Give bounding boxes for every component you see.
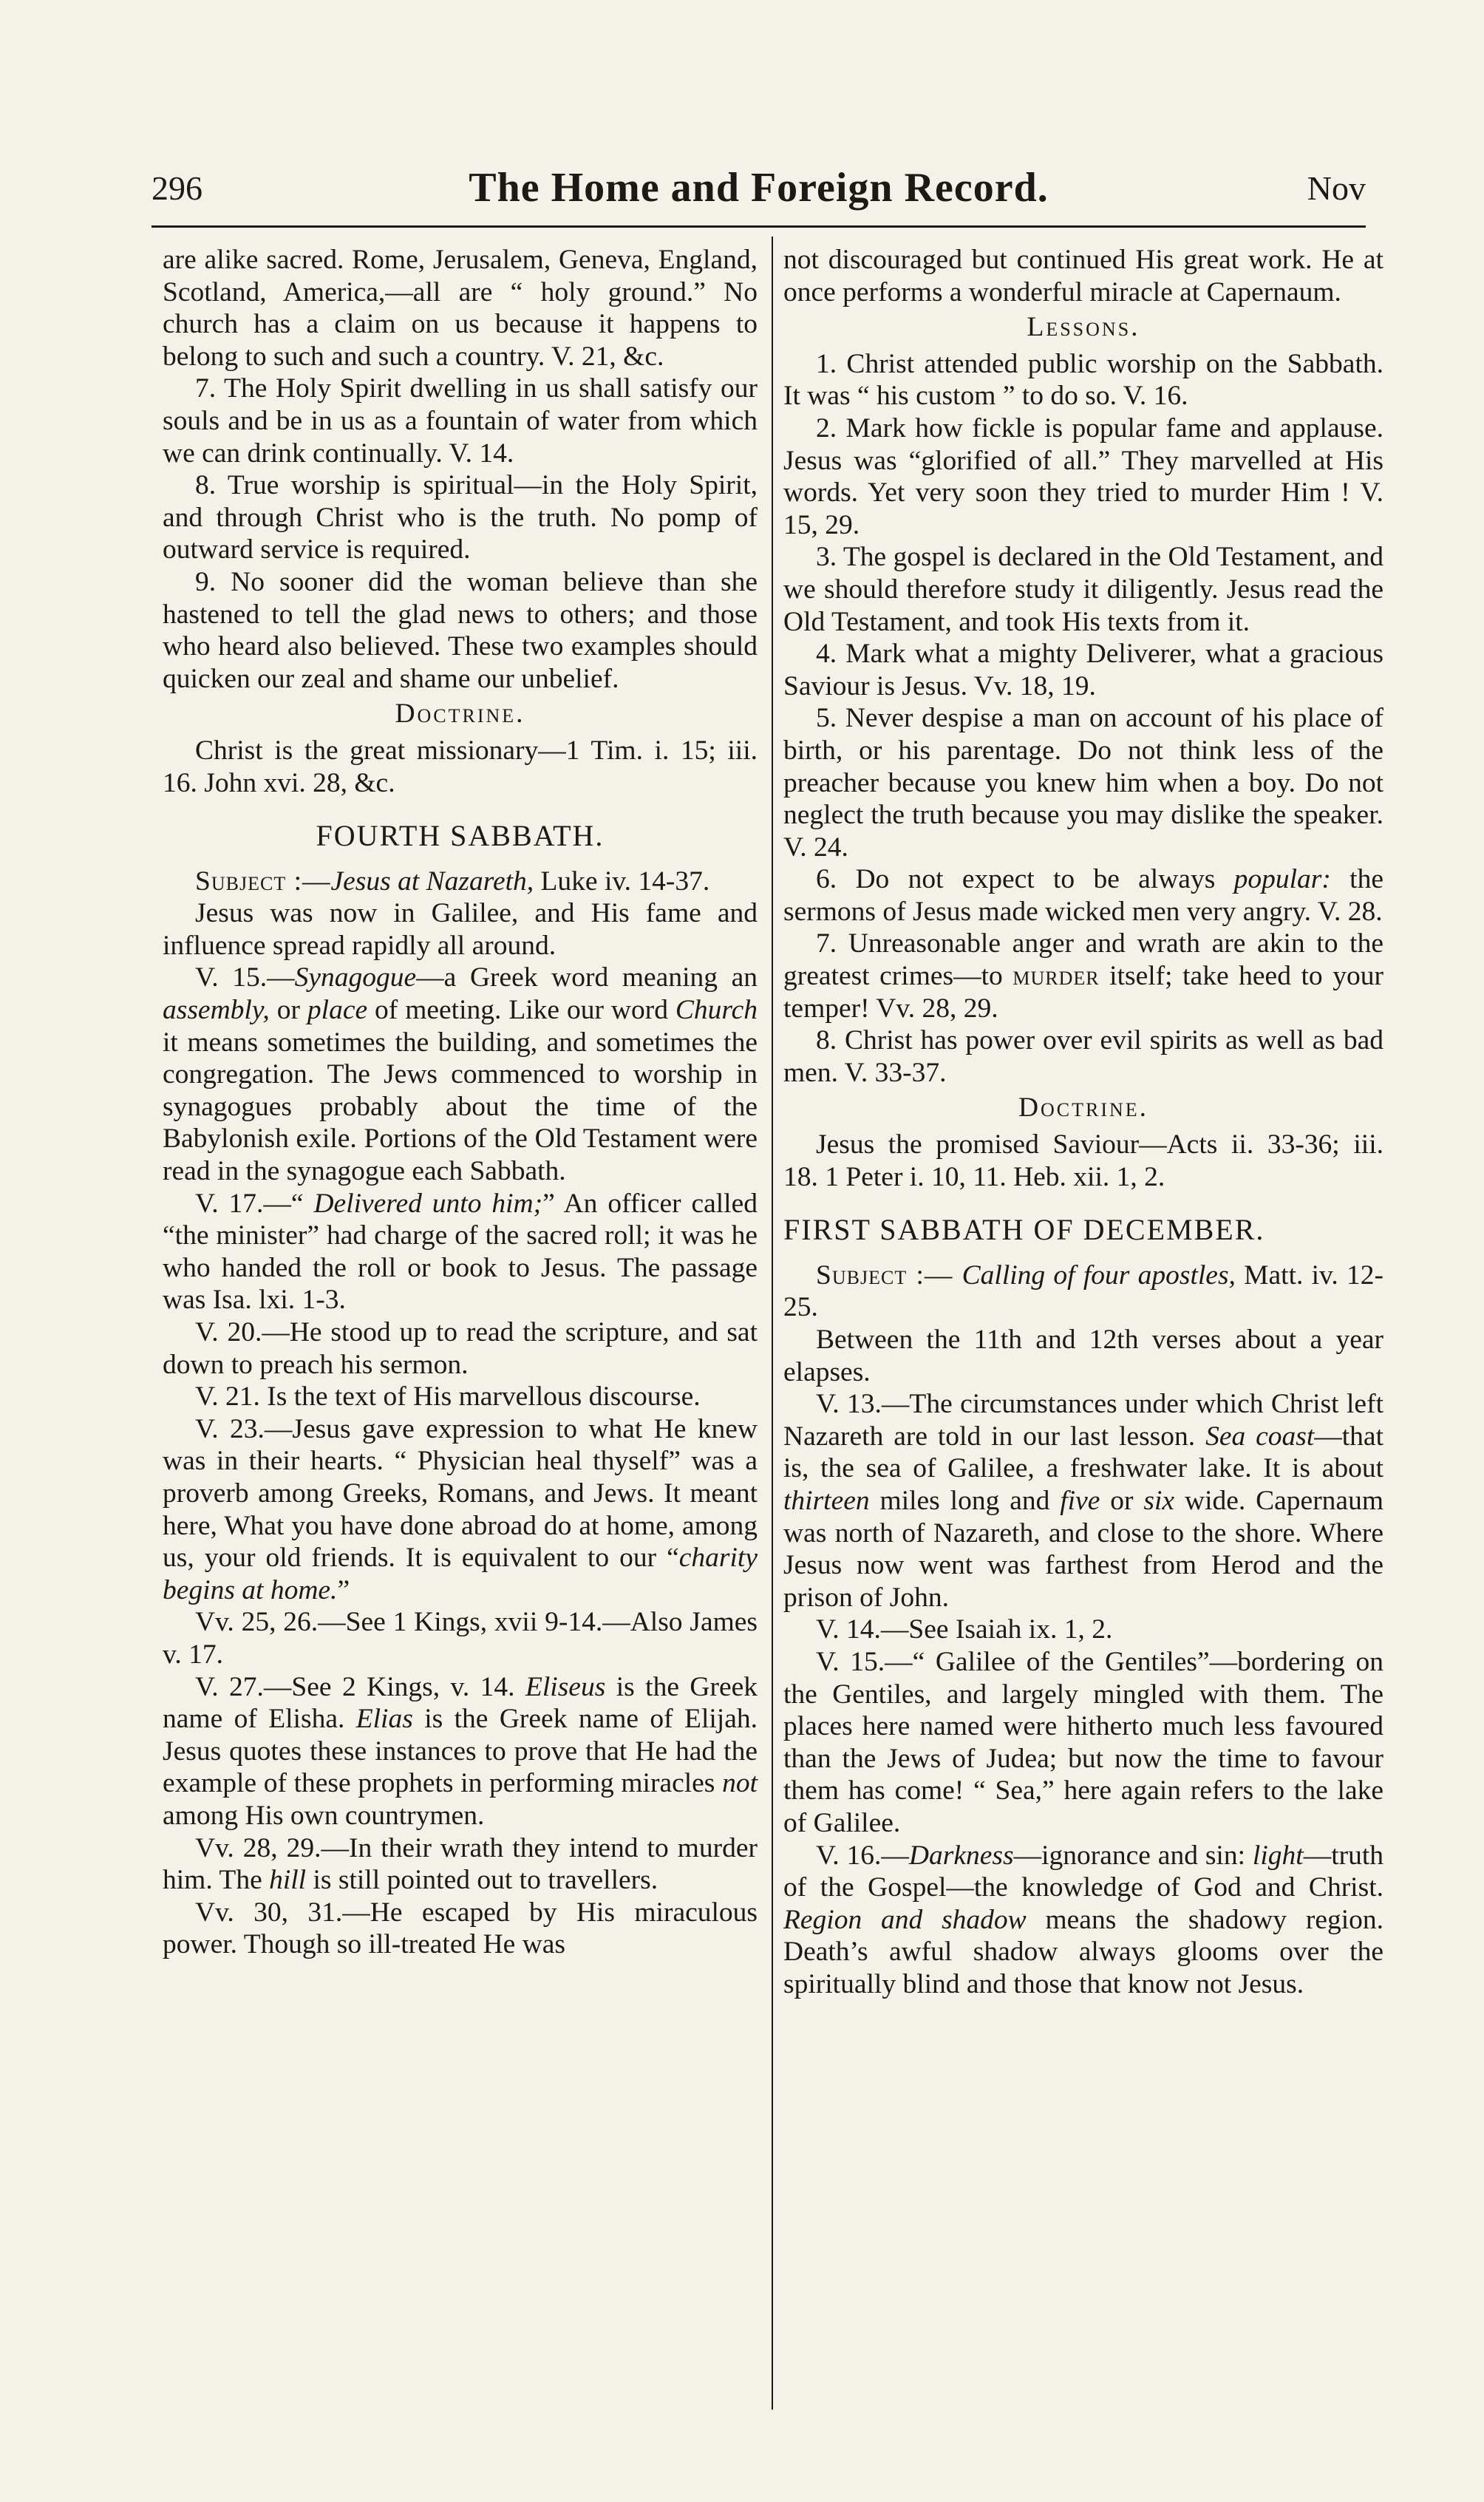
lesson-3: 3. The gospel is declared in the Old Testament, and we should therefore study it diligently. Jesus read the Old Testament, and took His texts from it.: [783, 542, 1383, 637]
verse-note-20: V. 20.—He stood up to read the scripture, and sat down to preach his sermon.: [163, 1317, 758, 1380]
issue-month: Nov: [1307, 169, 1366, 207]
lesson-2: 2. Mark how fickle is popular fame and applause. Jesus was “glorified of all.” They marvelled at His words. Yet very soon they tried to murder Him ! V. 15, 29.: [783, 412, 1383, 540]
subject-label: Subject :—: [816, 1260, 962, 1291]
subject-line: [783, 1260, 1383, 1324]
section-heading-first-sabbath-december: FIRST SABBATH OF DECEMBER.: [783, 1213, 1265, 1247]
paragraph: 7. The Holy Spirit dwelling in us shall satisfy our souls and be in us as a fountain of water from which we can drink continually. V. 14.: [163, 373, 758, 469]
paragraph: 8. True worship is spiritual—in the Holy Spirit, and through Christ who is the truth. No pomp of outward service is required.: [163, 470, 758, 565]
lesson-7: 7. Unreasonable anger and wrath are akin to the greatest crimes—to murder itself; take heed to your temper! Vv. 28, 29.: [783, 928, 1383, 1024]
verse-note-15: V. 15.—“ Galilee of the Gentiles”—bordering on the Gentiles, and largely mingled with them. The places here named were hitherto much less favoured than the Jews of Judea; but now the time to favour them has come! “ Sea,” here again refers to the lake of Galilee.: [783, 1646, 1383, 1838]
lessons-heading: Lessons.: [1027, 312, 1140, 343]
lesson-4: 4. Mark what a mighty Deliverer, what a gracious Saviour is Jesus. Vv. 18, 19.: [783, 639, 1383, 701]
verse-note-25: Vv. 25, 26.—See 1 Kings, xvii 9-14.—Also James v. 17.: [163, 1607, 758, 1670]
journal-title: The Home and Foreign Record.: [469, 165, 1049, 211]
subject-reference: Luke iv. 14-37.: [534, 866, 710, 897]
subject-line: [163, 866, 758, 898]
verse-note-17: V. 17.—“ Delivered unto him;” An officer called “the minister” had charge of the sacred roll; it was he who handed the roll or book to Jesus. The passage was Isa. lxi. 1-3.: [163, 1188, 758, 1316]
lesson-1: 1. Christ attended public worship on the Sabbath. It was “ his custom ” to do so. V. 16.: [783, 348, 1383, 412]
section-heading-fourth-sabbath: FOURTH SABBATH.: [316, 819, 605, 853]
verse-note-23: V. 23.—Jesus gave expression to what He knew was in their hearts. “ Physician heal thyself” was a proverb among Greeks, Romans, and Jews. It meant here, What you have done abroad do at home, among us, your old friends. It is equivalent to our “charity begins at home.”: [163, 1413, 758, 1605]
verse-note-15: V. 15.—Synagogue—a Greek word meaning an assembly, or place of meeting. Like our word Church it means sometimes the building, and sometimes the congregation. The Jews commenced to worship in synagogues probably about the time of the Babylonish exile. Portions of the Old Testament were read in the synagogue each Sabbath.: [163, 962, 758, 1187]
lesson-6: 6. Do not expect to be always popular: the sermons of Jesus made wicked men very angry. V. 28.: [783, 864, 1383, 927]
subject-title: Jesus at Nazareth,: [330, 866, 534, 897]
subject-title: Calling of four apostles,: [961, 1260, 1236, 1291]
paragraph: are alike sacred. Rome, Jerusalem, Geneva, England, Scotland, America,—all are “ holy ground.” No church has a claim on us because it happens to belong to such and such a country. V. 21, &c.: [163, 245, 758, 372]
subject-reference: Matt. iv. 12-25.: [783, 1260, 1383, 1323]
verse-note-28: Vv. 28, 29.—In their wrath they intend to murder him. The hill is still pointed out to travellers.: [163, 1832, 758, 1896]
doctrine-heading: Doctrine.: [395, 698, 525, 730]
right-column: [783, 244, 1383, 2000]
paragraph: Jesus was now in Galilee, and His fame and influence spread rapidly all around.: [163, 898, 758, 961]
verse-note-13: V. 13.—The circumstances under which Christ left Nazareth are told in our last lesson. Sea coast—that is, the sea of Galilee, a freshwater lake. It is about thirteen miles long and five or six wide. Capernaum was north of Nazareth, and close to the shore. Where Jesus now went was farthest from Herod and the prison of John.: [783, 1389, 1383, 1613]
page-number: 296: [152, 169, 202, 207]
lesson-8: 8. Christ has power over evil spirits as well as bad men. V. 33-37.: [783, 1025, 1383, 1088]
running-header: [152, 165, 1366, 220]
paragraph: Between the 11th and 12th verses about a year elapses.: [783, 1325, 1383, 1387]
paragraph: 9. No sooner did the woman believe than she hastened to tell the glad news to others; and those who heard also believed. These two examples should quicken our zeal and shame our unbelief.: [163, 566, 758, 694]
verse-note-30: Vv. 30, 31.—He escaped by His miraculous power. Though so ill-treated He was: [163, 1897, 758, 1960]
verse-note-14: V. 14.—See Isaiah ix. 1, 2.: [816, 1614, 1113, 1645]
doctrine-heading: Doctrine.: [1018, 1092, 1149, 1123]
verse-note-21: V. 21. Is the text of His marvellous discourse.: [195, 1381, 701, 1413]
lesson-5: 5. Never despise a man on account of his place of birth, or his parentage. Do not think less of the preacher because you knew him when a boy. Do not neglect the truth because you may dislike the speaker. V. 24.: [783, 703, 1383, 863]
doctrine-text: Jesus the promised Saviour—Acts ii. 33-36; iii. 18. 1 Peter i. 10, 11. Heb. xii. 1, 2.: [783, 1129, 1383, 1192]
column-divider: [772, 237, 773, 2410]
left-column: [163, 244, 758, 1961]
subject-label: Subject :—: [195, 866, 331, 897]
paragraph: not discouraged but continued His great work. He at once performs a wonderful miracle at Capernaum.: [783, 245, 1383, 307]
verse-note-27: V. 27.—See 2 Kings, v. 14. Eliseus is the Greek name of Elisha. Elias is the Greek name of Elijah. Jesus quotes these instances to prove that He had the example of these prophets in performing miracles not among His own countrymen.: [163, 1671, 758, 1831]
doctrine-text: Christ is the great missionary—1 Tim. i. 15; iii. 16. John xvi. 28, &c.: [163, 735, 758, 798]
verse-note-16: V. 16.—Darkness—ignorance and sin: light—truth of the Gospel—the knowledge of God and Christ. Region and shadow means the shadowy region. Death’s awful shadow always glooms over the spiritually blind and those that know not Jesus.: [783, 1840, 1384, 1999]
header-rule: [152, 225, 1366, 228]
